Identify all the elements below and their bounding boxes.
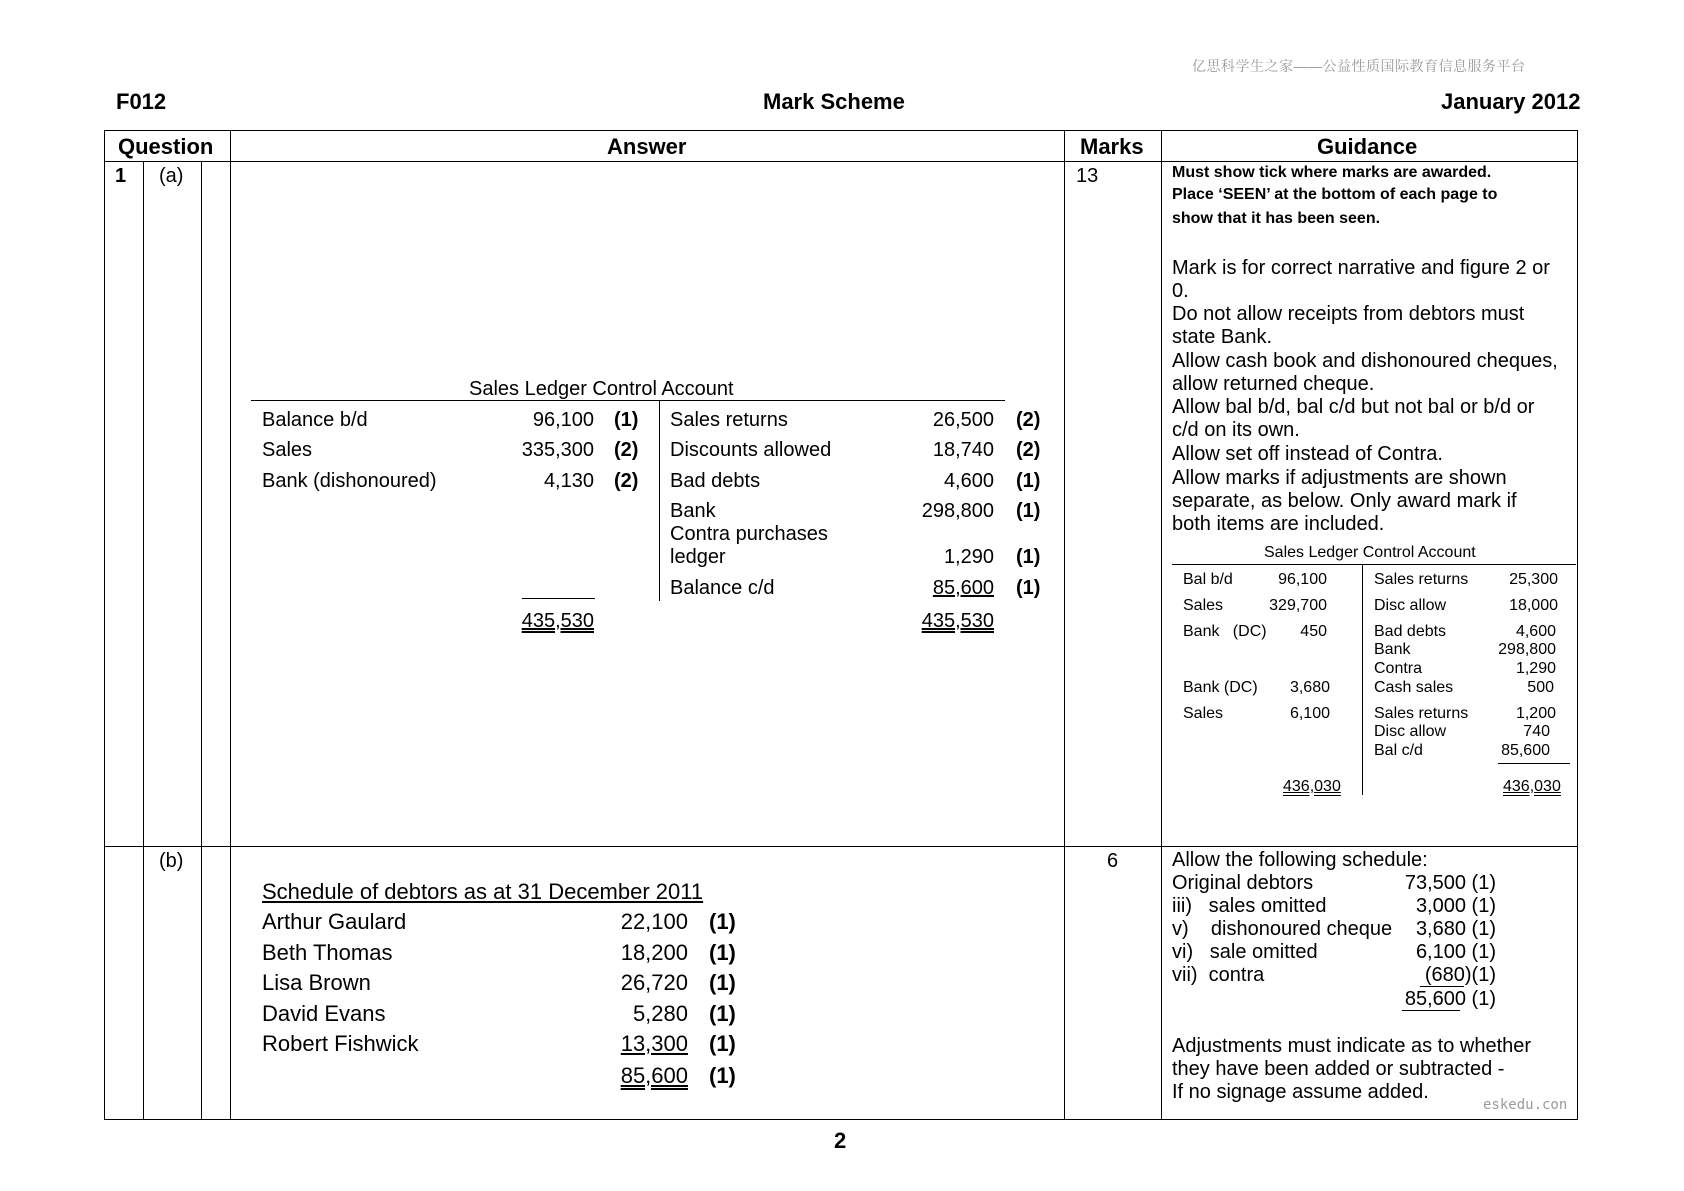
- credit-label: Bank: [670, 500, 716, 522]
- schedule-mark: (1): [709, 1031, 736, 1056]
- mini-debit-total: 436,030: [1283, 778, 1341, 795]
- mini-credit-amount: 4,600: [1515, 623, 1556, 640]
- credit-amount: 26,500: [932, 409, 994, 431]
- schedule-mark: (1): [709, 940, 736, 965]
- document-title: Mark Scheme: [763, 89, 905, 114]
- schedule-mark: (1): [709, 909, 736, 934]
- mini-credit-amount: 85,600: [1501, 742, 1550, 759]
- guidance-b-value: 73,500 (1): [1404, 872, 1496, 894]
- mini-debit-label: Bank (DC): [1183, 679, 1258, 696]
- schedule-amount: 22,100: [620, 909, 688, 934]
- credit-mark: (2): [1016, 439, 1041, 461]
- credit-amount: 4,600: [943, 470, 994, 492]
- mini-credit-label: Bad debts: [1374, 623, 1447, 640]
- question-part-a: (a): [159, 165, 184, 187]
- schedule-amount: 26,720: [620, 970, 688, 995]
- schedule-name: Arthur Gaulard: [262, 909, 407, 934]
- guidance-line: Mark is for correct narrative and figure 2 or: [1172, 257, 1550, 279]
- guidance-bold-line: show that it has been seen.: [1172, 210, 1381, 227]
- guidance-b-label: Original debtors: [1172, 872, 1314, 894]
- mini-credit-label: Sales returns: [1374, 571, 1469, 588]
- schedule-mark: (1): [709, 970, 736, 995]
- schedule-amount: 13,300: [620, 1031, 688, 1056]
- guidance-line: Do not allow receipts from debtors must: [1172, 303, 1525, 325]
- header-marks: Marks: [1080, 134, 1144, 159]
- mini-credit-label: Bal c/d: [1374, 742, 1423, 759]
- credit-label: Sales returns: [670, 409, 788, 431]
- mini-credit-amount: 1,200: [1515, 705, 1556, 722]
- mini-credit-total: 436,030: [1503, 778, 1561, 795]
- credit-amount: 18,740: [932, 439, 994, 461]
- guidance-line: separate, as below. Only award mark if: [1172, 490, 1517, 512]
- debit-label: Sales: [262, 439, 313, 461]
- guidance-line: both items are included.: [1172, 513, 1385, 535]
- schedule-name: Lisa Brown: [262, 970, 371, 995]
- credit-amount: 298,800: [921, 500, 994, 522]
- page-number: 2: [834, 1128, 847, 1153]
- guidance-b-label: vii) contra: [1172, 964, 1265, 986]
- debit-label: Balance b/d: [262, 409, 368, 431]
- guidance-line: Allow cash book and dishonoured cheques,: [1172, 350, 1558, 372]
- schedule-name: Beth Thomas: [262, 940, 393, 965]
- schedule-total-mark: (1): [709, 1063, 736, 1088]
- mini-debit-amount: 3,680: [1289, 679, 1330, 696]
- credit-total: 435,530: [921, 610, 994, 632]
- debit-mark: (2): [614, 439, 639, 461]
- schedule-name: David Evans: [262, 1001, 386, 1026]
- guidance-line: state Bank.: [1172, 326, 1273, 348]
- mini-credit-label: Cash sales: [1374, 679, 1454, 696]
- mini-account-title: Sales Ledger Control Account: [1264, 544, 1476, 561]
- guidance-line: c/d on its own.: [1172, 419, 1300, 441]
- guidance-line: allow returned cheque.: [1172, 373, 1375, 395]
- mini-credit-label: Disc allow: [1374, 723, 1447, 740]
- debit-mark: (1): [614, 409, 639, 431]
- mini-debit-label: Sales: [1183, 705, 1224, 722]
- header-answer: Answer: [607, 134, 687, 159]
- marks-part-a: 13: [1076, 165, 1099, 187]
- schedule-name: Robert Fishwick: [262, 1031, 419, 1056]
- mini-credit-amount: 298,800: [1498, 641, 1556, 658]
- debit-total: 435,530: [521, 610, 594, 632]
- mini-debit-label: Bal b/d: [1183, 571, 1233, 588]
- guidance-b-label: iii) sales omitted: [1172, 895, 1327, 917]
- credit-mark: (1): [1016, 577, 1041, 599]
- schedule-total: 85,600: [620, 1063, 688, 1088]
- exam-date: January 2012: [1441, 89, 1581, 114]
- debit-amount: 335,300: [521, 439, 594, 461]
- guidance-b-value: 3,000 (1): [1415, 895, 1496, 917]
- mini-debit-amount: 450: [1300, 623, 1327, 640]
- bottom-watermark: eskedu.con: [1483, 1097, 1568, 1113]
- top-watermark: 亿思科学生之家——公益性质国际教育信息服务平台: [1192, 58, 1526, 74]
- credit-label: Balance c/d: [670, 577, 775, 599]
- credit-amount: 1,290: [943, 546, 994, 568]
- guidance-bold-line: Must show tick where marks are awarded.: [1172, 164, 1492, 181]
- credit-label: Bad debts: [670, 470, 761, 492]
- schedule-mark: (1): [709, 1001, 736, 1026]
- paper-code: F012: [116, 89, 167, 114]
- account-title: Sales Ledger Control Account: [469, 378, 734, 400]
- guidance-b-label: v) dishonoured cheque: [1172, 918, 1393, 940]
- marks-part-b: 6: [1107, 850, 1119, 872]
- question-part-b: (b): [159, 850, 184, 872]
- guidance-b-total: 85,600 (1): [1404, 988, 1496, 1010]
- mini-credit-label: Disc allow: [1374, 597, 1447, 614]
- mini-debit-amount: 6,100: [1289, 705, 1330, 722]
- credit-label: Discounts allowed: [670, 439, 832, 461]
- mini-credit-label: Bank: [1374, 641, 1411, 658]
- schedule-amount: 18,200: [620, 940, 688, 965]
- mini-credit-amount: 500: [1527, 679, 1554, 696]
- guidance-b-value: 6,100 (1): [1415, 941, 1496, 963]
- schedule-title: Schedule of debtors as at 31 December 2011: [262, 879, 704, 904]
- mini-debit-amount: 329,700: [1269, 597, 1327, 614]
- credit-mark: (2): [1016, 409, 1041, 431]
- schedule-amount: 5,280: [632, 1001, 688, 1026]
- credit-mark: (1): [1016, 546, 1041, 568]
- guidance-line: Allow set off instead of Contra.: [1172, 443, 1443, 465]
- debit-amount: 96,100: [532, 409, 594, 431]
- header-guidance: Guidance: [1317, 134, 1418, 159]
- header-question: Question: [118, 134, 214, 159]
- guidance-b-tail: If no signage assume added.: [1172, 1081, 1429, 1103]
- question-number: 1: [115, 165, 127, 187]
- mini-debit-label: Bank (DC): [1183, 623, 1267, 640]
- mini-credit-label: Sales returns: [1374, 705, 1469, 722]
- credit-label: Contra purchases: [670, 523, 828, 545]
- guidance-line: Allow marks if adjustments are shown: [1172, 467, 1507, 489]
- mini-credit-label: Contra: [1374, 660, 1423, 677]
- debit-label: Bank (dishonoured): [262, 470, 437, 492]
- guidance-b-intro: Allow the following schedule:: [1172, 849, 1428, 871]
- guidance-b-label: vi) sale omitted: [1172, 941, 1318, 963]
- guidance-line: Allow bal b/d, bal c/d but not bal or b/d or: [1172, 396, 1535, 418]
- guidance-bold-line: Place ‘SEEN’ at the bottom of each page to: [1172, 186, 1498, 203]
- mini-credit-amount: 1,290: [1515, 660, 1556, 677]
- guidance-b-value: (680)(1): [1424, 964, 1496, 986]
- guidance-line: 0.: [1172, 280, 1189, 302]
- debit-amount: 4,130: [543, 470, 594, 492]
- mini-credit-amount: 740: [1523, 723, 1550, 740]
- mini-debit-amount: 96,100: [1278, 571, 1327, 588]
- guidance-b-tail: Adjustments must indicate as to whether: [1172, 1035, 1532, 1057]
- credit-amount: 85,600: [932, 577, 994, 599]
- credit-mark: (1): [1016, 500, 1041, 522]
- mini-debit-label: Sales: [1183, 597, 1224, 614]
- mini-credit-amount: 25,300: [1509, 571, 1558, 588]
- credit-label: ledger: [670, 546, 726, 568]
- debit-mark: (2): [614, 470, 639, 492]
- credit-mark: (1): [1016, 470, 1041, 492]
- guidance-b-tail: they have been added or subtracted -: [1172, 1058, 1505, 1080]
- guidance-b-value: 3,680 (1): [1415, 918, 1496, 940]
- mini-credit-amount: 18,000: [1509, 597, 1558, 614]
